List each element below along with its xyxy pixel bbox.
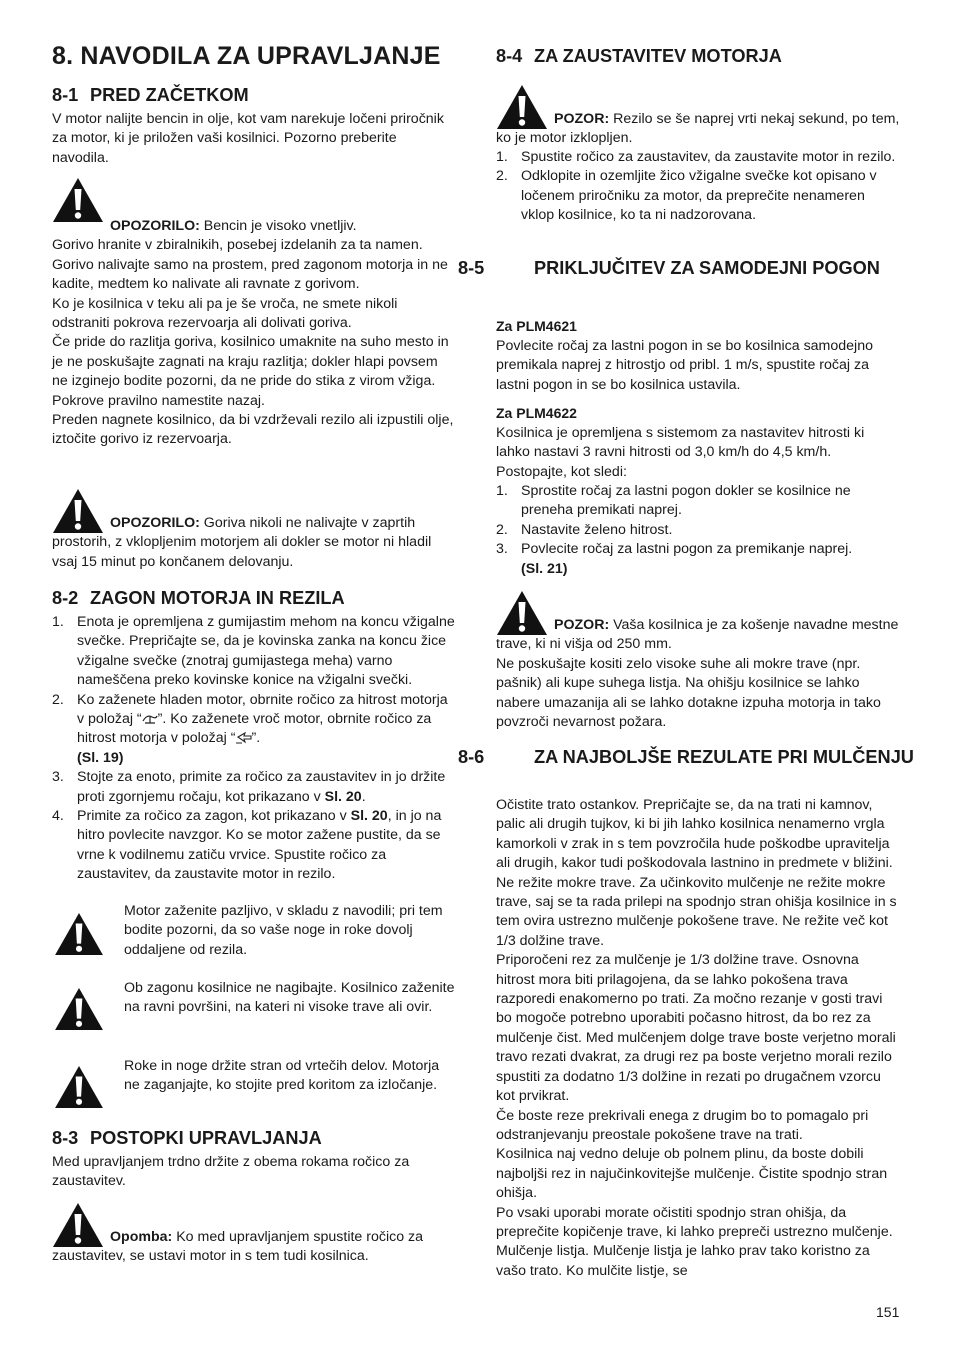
warning-label: OPOZORILO: xyxy=(110,218,200,234)
warning-line: Preden nagnete kosilnico, da bi vzdrževali rezilo ali izpustili olje, iztočite gorivo iz rezervoarja. xyxy=(52,412,454,448)
warning-icon xyxy=(496,84,548,130)
paragraph: Očistite trato ostankov. Prepričajte se, da na trati ni kamnov, palic ali drugih tujkov, ki bi jih lahko kosilnica nenamerno vrgla kamorkoli v zrak in s tem povzročila hude poškodbe upravitelja ali drugih, kakor tudi poškodovala lastnino in predmete v bližini. Ne režite mokre trave. Za učinkovito mulčenje ne režite mokre trave, saj se ta rada prilepi na spodnjo stran ohišja kosilnice in s tem ovira ustrezno mulčenje pokošene trave. Ne režite več kot 1/3 dolžine trave. xyxy=(496,797,897,949)
warning-line: Ko je kosilnica v teku ali pa je še vroča, ne smete nikoli odstraniti pokrova rezervoarja ali dolivati goriva. xyxy=(52,295,398,332)
paragraph: Priporočeni rez za mulčenje je 1/3 dolžine trave. Osnovna hitrost mora biti prilagojena, da se lahko pokošena trava razporedi enakomerno po trati. Za močno rezanje v gosti travi bo mogoče potrebno uporabiti počasno hitrost, da bo rez za mulčenje čist. Med mulčenjem dolge trave boste verjetno morali travo rezati dvakrat, za drugi rez pa boste verjetno morali rezilo spustiti za dodatno 1/3 dolžine in rezati po drugačnem vzorcu kot prvikrat. xyxy=(496,952,896,1105)
list-item: 2. Ko zaženete hladen motor, obrnite ročico za hitrost motorja v položaj “ ”. Ko zaženete vroč motor, obrnite ročico za hitrost motorja v položaj “ ”. (Sl. 19) xyxy=(52,691,448,766)
warning-icon xyxy=(54,1065,104,1109)
figure-reference: Sl. 20 xyxy=(350,808,388,825)
model-description: Povlecite ročaj za lastni pogon in se bo kosilnica samodejno premikala naprej z hitrostjo od pribl. 1 m/s, spustite ročaj za lastni pogon in se bo kosilnica ustavila. xyxy=(496,338,873,393)
section-8-1-heading: 8-1 PRED ZAČETKOM xyxy=(52,85,249,105)
warning-icon xyxy=(52,1202,104,1248)
warning-line: Če pride do razlitja goriva, kosilnico umaknite na suho mesto in je ne poskušajte zagnati na kraju razlitja; dokler hlapi povsem ne izginejo bodite pozorni, da ne pride do stika z virom vžiga. xyxy=(52,334,449,390)
warning-line: Pokrove pravilno namestite nazaj. xyxy=(52,392,265,409)
warning-icon xyxy=(52,488,104,534)
warning-icon xyxy=(54,912,104,956)
figure-reference: Sl. 20 xyxy=(324,788,362,805)
paragraph: Kosilnica naj vedno deluje ob polnem plinu, da boste dobili najboljši rez in najučinkovitejše mulčenje. Čistite spodnjo stran ohišja. xyxy=(496,1146,888,1202)
section-8-1-intro: V motor nalijte bencin in olje, kot vam narekuje ločeni priročnik za motor, ki je priložen vaši kosilnici. Pozorno preberite navodila. xyxy=(52,111,444,166)
speed-steps-list xyxy=(496,482,901,579)
caution-label: POZOR: xyxy=(554,111,610,127)
warning-block-fuel: OPOZORILO: Bencin je visoko vnetljiv. Gorivo hranite v zbiralnikih, posebej izdelanih za ta namen. Gorivo nalivajte samo na prostem, pred zagonom motorja in ne kadite, medtem ko nalivate ali ravnate z gorivom. Ko je kosilnica v teku ali pa je še vroča, ne smete nikoli odstraniti pokrova rezervoarja ali dolivati goriva. Če pride do razlitja goriva, kosilnico umaknite na suho mesto in je ne poskušajte zagnati na kraju razlitja; dokler hlapi povsem ne izginejo bodite pozorni, da ne pride do stika z virom vžiga. Pokrove pravilno namestite nazaj. Preden nagnete kosilnico, da bi vzdrževali rezilo ali izpustili olje, iztočite gorivo iz rezervoarja. xyxy=(52,177,455,450)
caution-block-grass-height: POZOR: Vaša kosilnica je za košenje navadne mestne trave, ki ni višja od 250 mm. Ne poskušajte kositi zelo visoke suhe ali mokre trave (npr. pašnik) ali kupe suhega listja. Na ohišju kosilnice se lahko nabere umazanija ali se lahko dotakne izpuha motorja in tako povzroči nevarnost požara. xyxy=(496,590,901,732)
list-item: 3. Povlecite ročaj za lastni pogon za premikanje naprej. (Sl. 21) xyxy=(496,541,853,577)
caution-no-tilt: Ob zagonu kosilnice ne nagibajte. Kosilnico zaženite na ravni površini, na kateri ni visoke trave ali ovir. xyxy=(52,979,455,1039)
warning-icon xyxy=(52,177,104,223)
note-block: Opomba: Ko med upravljanjem spustite ročico za zaustavitev, se ustavi motor in s tem tudi kosilnica. xyxy=(52,1202,455,1267)
choke-icon xyxy=(142,712,158,725)
section-8-5-heading: 8-5 PRIKLJUČITEV ZA SAMODEJNI POGON xyxy=(458,258,880,278)
caution-start-carefully: Motor zaženite pazljivo, v skladu z navodili; pri tem bodite pozorni, da so vaše noge in roke dovolj oddaljene od rezila. xyxy=(52,902,455,962)
figure-reference: (Sl. 19) xyxy=(77,749,124,766)
warning-block-closed-spaces: OPOZORILO: Goriva nikoli ne nalivajte v zaprtih prostorih, z vklopljenim motorjem ali dokler se motor ni hladil vsaj 15 minut po končanem delovanju. xyxy=(52,488,455,572)
section-8-4-heading: 8-4 ZA ZAUSTAVITEV MOTORJA xyxy=(496,46,782,66)
warning-line: Gorivo nalivajte samo na prostem, pred zagonom motorja in ne kadite, medtem ko nalivate ali ravnate z gorivom. xyxy=(52,256,448,293)
section-8-2-heading: 8-2 ZAGON MOTORJA IN REZILA xyxy=(52,588,345,608)
section-8-3-heading: 8-3 POSTOPKI UPRAVLJANJA xyxy=(52,1128,322,1148)
mulching-text xyxy=(496,796,901,1281)
caution-label: POZOR: xyxy=(554,617,610,633)
note-label: Opomba: xyxy=(110,1229,173,1245)
warning-line: Gorivo hranite v zbiralnikih, posebej izdelanih za ta namen. xyxy=(52,237,423,254)
section-8-3-intro: Med upravljanjem trdno držite z obema rokama ročico za zaustavitev. xyxy=(52,1154,410,1190)
page-title: 8. NAVODILA ZA UPRAVLJANJE xyxy=(52,42,441,70)
page-number: 151 xyxy=(876,1304,900,1320)
paragraph: Če boste reze prekrivali enega z drugim bo to pomagalo pri odstranjevanju preostale pokošene trave na trati. xyxy=(496,1107,869,1143)
list-item: 1. Sprostite ročaj za lastni pogon dokler se kosilnice ne preneha premikati naprej. xyxy=(496,483,851,519)
warning-label: OPOZORILO: xyxy=(110,515,200,531)
start-steps-list xyxy=(52,613,455,885)
model-subheading: Za PLM4622 xyxy=(496,405,577,421)
fast-speed-icon xyxy=(236,731,252,744)
list-item: 2. Odklopite in ozemljite žico vžigalne svečke kot opisano v ločenem priročniku za motor, da preprečite nenameren vklop kosilnice, ko ta ni nadzorovana. xyxy=(496,168,877,224)
list-item: 1. Enota je opremljena z gumijastim mehom na koncu vžigalne svečke. Prepričajte se, da je kovinska zanka na koncu žice vžigalne svečke (znotraj gumijastega meha) varno nameščena preko kovinske konice na vžigalni svečki. xyxy=(52,614,455,689)
list-item: 4. Primite za ročico za zagon, kot prikazano v Sl. 20, in jo na hitro povlecite navzgor. Ko se motor zažene pustite, da se vrne k vodilnemu zatiču vrvice. Spustite ročico za zaustavitev, da zaustavite motor in rezilo. xyxy=(52,808,442,883)
warning-icon xyxy=(496,590,548,636)
list-item: 3. Stojte za enoto, primite za ročico za zaustavitev in jo držite proti zgornjemu ročaju, kot prikazano v Sl. 20. xyxy=(52,769,446,805)
list-item: 1. Spustite ročico za zaustavitev, da zaustavite motor in rezilo. xyxy=(496,149,896,165)
stop-steps-list xyxy=(496,148,901,226)
caution-moving-parts: Roke in noge držite stran od vrtečih delov. Motorja ne zaganjajte, ko stojite pred koritom za izločanje. xyxy=(52,1057,455,1117)
caution-followup: Ne poskušajte kositi zelo visoke suhe ali mokre trave (npr. pašnik) ali kupe suhega listja. Na ohišju kosilnice se lahko nabere umazanija ali se lahko dotakne izpuha motorja in tako povzroči nevarnost požara. xyxy=(496,655,881,731)
paragraph: Po vsaki uporabi morate očistiti spodnjo stran ohišja, da preprečite kopičenje trave, ki lahko prepreči ustrezno mulčenje. Mulčenje listja. Mulčenje listja je lahko prav tako koristno za vašo trato. Ko mulčite listje, se xyxy=(496,1204,893,1279)
section-8-6-heading: 8-6 ZA NAJBOLJŠE REZULATE PRI MULČENJU xyxy=(458,747,914,767)
model-description: Kosilnica je opremljena s sistemom za nastavitev hitrosti ki lahko nastavi 3 ravni hitrosti od 3,0 km/h do 4,5 km/h. Postopajte, kot sledi: xyxy=(496,425,865,480)
figure-reference: (Sl. 21) xyxy=(521,560,568,577)
caution-block-blade: POZOR: Rezilo se še naprej vrti nekaj sekund, po tem, ko je motor izklopljen. xyxy=(496,84,901,149)
model-subheading: Za PLM4621 xyxy=(496,318,577,334)
warning-icon xyxy=(54,987,104,1031)
list-item: 2. Nastavite želeno hitrost. xyxy=(496,521,673,538)
